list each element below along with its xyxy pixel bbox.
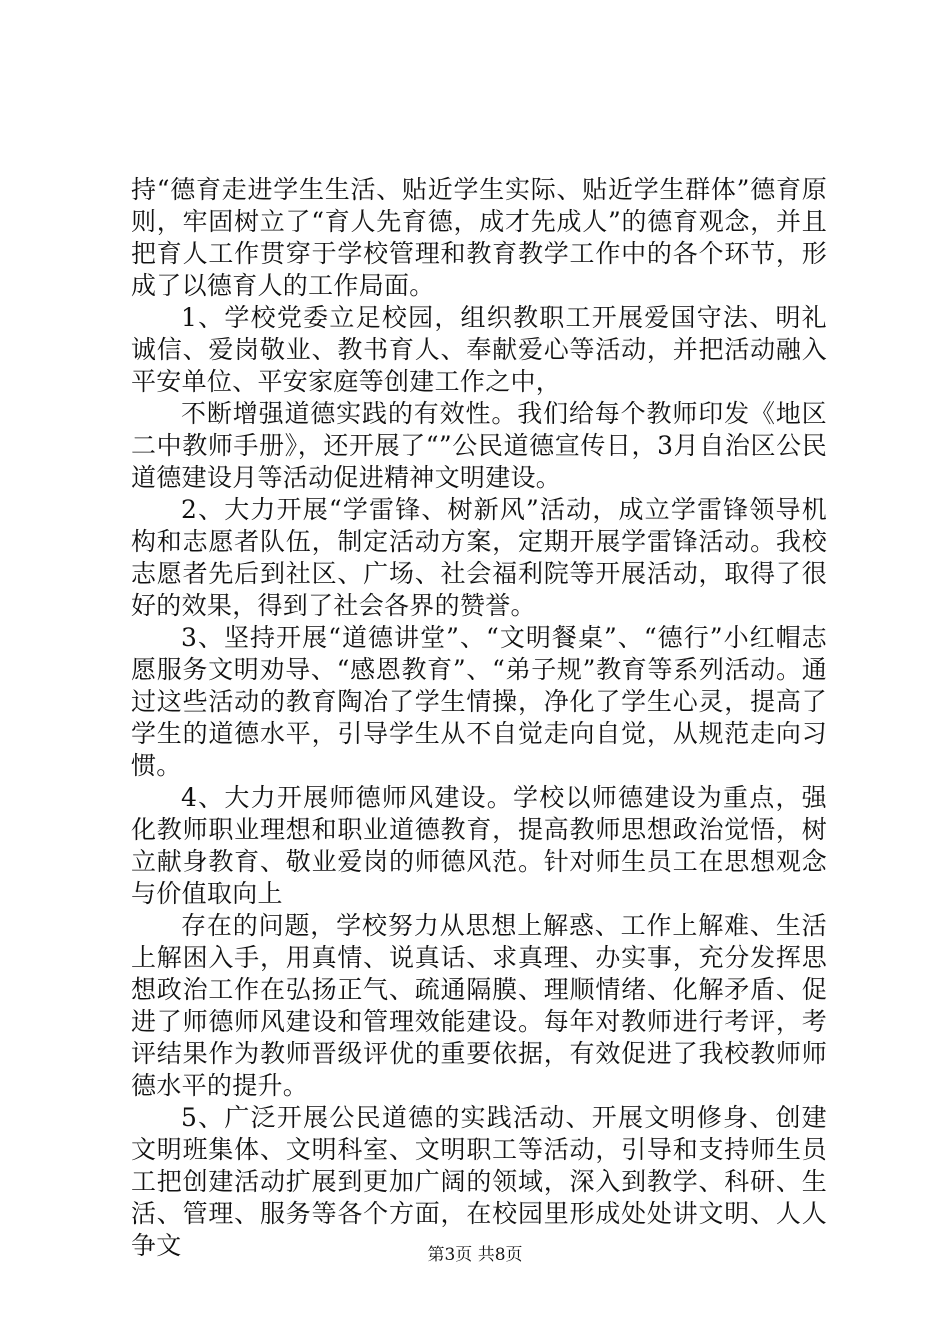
paragraph-item-1-continued: 不断增强道德实践的有效性。我们给每个教师印发《地区二中教师手册》，还开展了“”公民道德宣传日，3月自治区公民道德建设月等活动促进精神文明建设。: [131, 399, 827, 492]
paragraph-item-4: 4、大力开展师德师风建设。学校以师德建设为重点，强化教师职业理想和职业道德教育，提高教师思想政治觉悟，树立献身教育、敬业爱岗的师德风范。针对师生员工在思想观念与价值取向上: [131, 783, 827, 908]
document-body: [131, 174, 827, 1262]
page-number-footer: 第3页 共8页: [427, 1245, 523, 1265]
paragraph-item-5: 5、广泛开展公民道德的实践活动、开展文明修身、创建文明班集体、文明科室、文明职工等活动，引导和支持师生员工把创建活动扩展到更加广阔的领域，深入到教学、科研、生活、管理、服务等各个方面，在校园里形成处处讲文明、人人争文: [131, 1103, 827, 1260]
paragraph-item-1: 1、学校党委立足校园，组织教职工开展爱国守法、明礼诚信、爱岗敬业、教书育人、奉献爱心等活动，并把活动融入平安单位、平安家庭等创建工作之中，: [131, 303, 827, 396]
paragraph-item-3: 3、坚持开展“道德讲堂”、“文明餐桌”、“德行”小红帽志愿服务文明劝导、“感恩教育”、“弟子规”教育等系列活动。通过这些活动的教育陶冶了学生情操，净化了学生心灵，提高了学生的道德水平，引导学生从不自觉走向自觉，从规范走向习惯。: [131, 623, 827, 780]
paragraph-item-2: 2、大力开展“学雷锋、树新风”活动，成立学雷锋领导机构和志愿者队伍，制定活动方案，定期开展学雷锋活动。我校志愿者先后到社区、广场、社会福利院等开展活动，取得了很好的效果，得到了社会各界的赞誉。: [131, 495, 827, 620]
paragraph-item-4-continued: 存在的问题，学校努力从思想上解惑、工作上解难、生活上解困入手，用真情、说真话、求真理、办实事，充分发挥思想政治工作在弘扬正气、疏通隔膜、理顺情绪、化解矛盾、促进了师德师风建设和管理效能建设。每年对教师进行考评，考评结果作为教师晋级评优的重要依据，有效促进了我校教师师德水平的提升。: [131, 911, 827, 1100]
paragraph-intro: 持“德育走进学生生活、贴近学生实际、贴近学生群体”德育原则，牢固树立了“育人先育德，成才先成人”的德育观念，并且把育人工作贯穿于学校管理和教育教学工作中的各个环节，形成了以德育人的工作局面。: [131, 175, 827, 300]
